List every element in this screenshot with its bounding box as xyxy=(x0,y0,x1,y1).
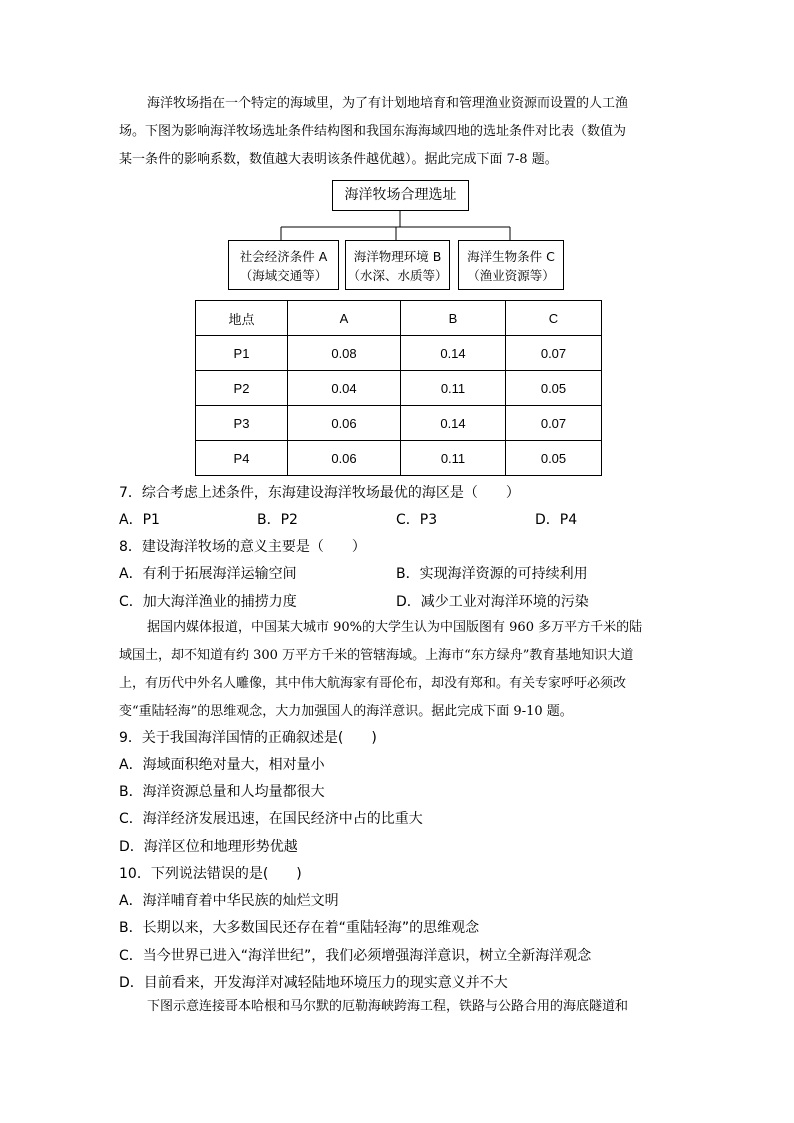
question-7-option-c: C．P3 xyxy=(396,512,438,528)
diagram-child-subtitle: （水深、水质等） xyxy=(347,268,448,283)
table-header-cell: 地点 xyxy=(196,301,288,336)
question-8-option-b: B．实现海洋资源的可持续利用 xyxy=(396,566,588,582)
table-cell: P2 xyxy=(196,371,288,406)
diagram-child-box-a xyxy=(228,240,339,290)
question-10-option-a: A．海洋哺育着中华民族的灿烂文明 xyxy=(119,893,339,909)
question-10-option-d: D．目前看来，开发海洋对减轻陆地环境压力的现实意义并不大 xyxy=(119,975,508,991)
question-7-option-a: A．P1 xyxy=(119,512,160,528)
question-9-stem: 9．关于我国海洋国情的正确叙述是( ) xyxy=(119,730,377,746)
table-cell: 0.11 xyxy=(401,441,506,476)
table-cell: 0.11 xyxy=(401,371,506,406)
intro2-line: 域国土，却不知道有约 300 万平方千米的管辖海域。上海市“东方绿舟”教育基地知识大道 xyxy=(119,648,634,663)
question-10-option-c: C．当今世界已进入“海洋世纪”，我们必须增强海洋意识，树立全新海洋观念 xyxy=(119,948,592,964)
table-cell: 0.04 xyxy=(288,371,401,406)
intro2-line: 据国内媒体报道，中国某大城市 90%的大学生认为中国版图有 960 多万平方千米的陆 xyxy=(147,620,643,635)
question-9-option-b: B．海洋资源总量和人均量都很大 xyxy=(119,784,325,800)
question-10-option-b: B．长期以来，大多数国民还存在着“重陆轻海”的思维观念 xyxy=(119,920,480,936)
table-row xyxy=(196,336,602,371)
intro2-line: 上，有历代中外名人雕像，其中伟大航海家有哥伦布，却没有郑和。有关专家呼吁必须改 xyxy=(119,676,627,691)
table-cell: 0.07 xyxy=(506,406,602,441)
diagram-child-subtitle: （海域交通等） xyxy=(239,268,328,283)
intro1-line: 海洋牧场指在一个特定的海域里，为了有计划地培育和管理渔业资源而设置的人工渔 xyxy=(147,96,629,111)
question-9-option-c: C．海洋经济发展迅速，在国民经济中占的比重大 xyxy=(119,811,423,827)
question-8-option-c: C．加大海洋渔业的捕捞力度 xyxy=(119,594,297,610)
table-header-cell: C xyxy=(506,301,602,336)
table-cell: P1 xyxy=(196,336,288,371)
question-7-option-b: B．P2 xyxy=(257,512,298,528)
question-10-stem: 10．下列说法错误的是( ) xyxy=(119,866,302,882)
question-9-option-d: D．海洋区位和地理形势优越 xyxy=(119,839,298,855)
table-cell: 0.06 xyxy=(288,441,401,476)
table-cell: 0.14 xyxy=(401,406,506,441)
intro-paragraph-3 xyxy=(119,993,679,1021)
intro1-line: 某一条件的影响系数，数值越大表明该条件越优越）。据此完成下面 7-8 题。 xyxy=(119,152,558,167)
table-cell: 0.06 xyxy=(288,406,401,441)
table-cell: 0.05 xyxy=(506,371,602,406)
intro3-line: 下图示意连接哥本哈根和马尔默的厄勒海峡跨海工程，铁路与公路合用的海底隧道和 xyxy=(147,999,629,1014)
question-7-option-d: D．P4 xyxy=(535,512,578,528)
table-header-row xyxy=(196,301,602,336)
table-cell: 0.07 xyxy=(506,336,602,371)
table-header-cell: B xyxy=(401,301,506,336)
table-cell: P4 xyxy=(196,441,288,476)
table-row xyxy=(196,406,602,441)
diagram-child-box-b xyxy=(345,240,450,290)
intro-paragraph-2 xyxy=(119,614,679,726)
table-cell: P3 xyxy=(196,406,288,441)
question-7-stem: 7．综合考虑上述条件，东海建设海洋牧场最优的海区是（ ） xyxy=(119,485,520,501)
diagram-child-subtitle: （渔业资源等） xyxy=(467,268,555,283)
diagram-root-box xyxy=(332,180,469,211)
table-cell: 0.14 xyxy=(401,336,506,371)
table-cell: 0.05 xyxy=(506,441,602,476)
table-row xyxy=(196,441,602,476)
intro2-line: 变“重陆轻海”的思维观念，大力加强国人的海洋意识。据此完成下面 9-10 题。 xyxy=(119,704,573,719)
diagram-child-title: 海洋物理环境 B xyxy=(353,249,442,264)
site-condition-table xyxy=(195,300,602,476)
question-9-option-a: A．海域面积绝对量大，相对量小 xyxy=(119,757,325,773)
diagram-child-title: 海洋生物条件 C xyxy=(467,249,555,264)
intro1-line: 场。下图为影响海洋牧场选址条件结构图和我国东海海域四地的选址条件对比表（数值为 xyxy=(119,124,627,139)
table-cell: 0.08 xyxy=(288,336,401,371)
diagram-root-label: 海洋牧场合理选址 xyxy=(344,187,457,203)
question-8-option-a: A．有利于拓展海洋运输空间 xyxy=(119,566,297,582)
diagram-child-box-c xyxy=(458,240,564,290)
question-8-stem: 8．建设海洋牧场的意义主要是（ ） xyxy=(119,539,366,555)
question-8-option-d: D．减少工业对海洋环境的污染 xyxy=(396,594,589,610)
diagram-child-title: 社会经济条件 A xyxy=(239,249,328,264)
table-row xyxy=(196,371,602,406)
table-header-cell: A xyxy=(288,301,401,336)
